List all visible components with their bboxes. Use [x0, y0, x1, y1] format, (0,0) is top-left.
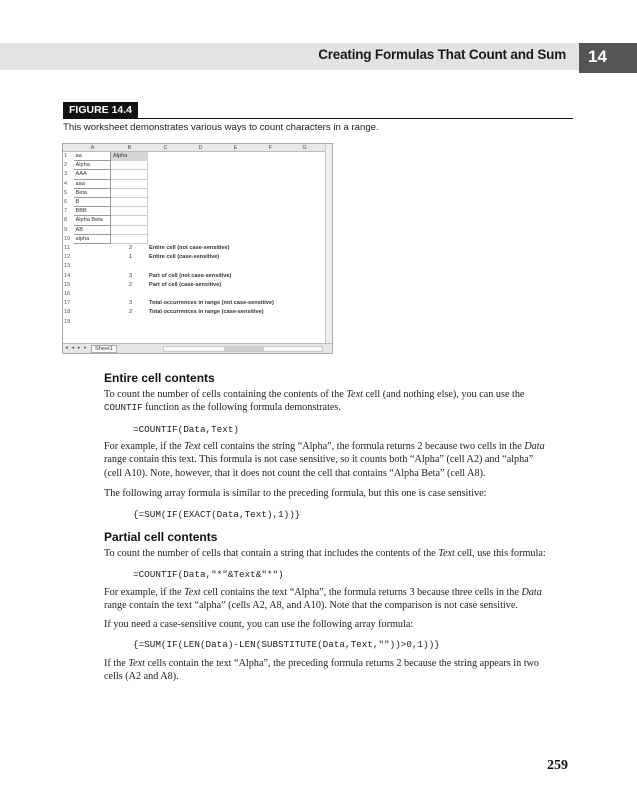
- chapter-number-tab: 14: [579, 43, 637, 73]
- formula-sum-exact: {=SUM(IF(EXACT(Data,Text),1))}: [133, 509, 301, 520]
- result-description: Entire cell (case-sensitive): [149, 254, 220, 261]
- figure-label: FIGURE 14.4: [63, 102, 138, 119]
- paragraph: To count the number of cells that contain a string that includes the contents of the Text cell, use this formula:: [104, 548, 546, 559]
- cell-b: [111, 226, 148, 235]
- vertical-scrollbar: [325, 144, 332, 353]
- row-number: 4: [64, 180, 68, 187]
- cell-a: Alpha Beta: [74, 216, 111, 225]
- paragraph: To count the number of cells containing the contents of the Text cell (and nothing else), you can use the COUNTIF function as the following formula demonstrates.: [104, 389, 525, 414]
- cell-a: aa: [74, 152, 111, 161]
- column-header-row: [63, 144, 332, 152]
- result-description: Entire cell (not case-sensitive): [149, 245, 230, 251]
- sheet-row: [63, 152, 332, 161]
- cell-b: [111, 180, 148, 189]
- section-heading-entire-cell: Entire cell contents: [104, 371, 215, 385]
- cell-a: Beta: [74, 189, 111, 198]
- paragraph: If you need a case-sensitive count, you can use the following array formula:: [104, 619, 414, 630]
- row-number: 11: [64, 245, 70, 251]
- result-value: 2: [129, 309, 133, 316]
- result-value: 3: [129, 272, 133, 279]
- sheet-row: [63, 216, 332, 225]
- figure-rule: [63, 118, 573, 119]
- cell-b: [111, 235, 148, 244]
- sheet-tab: Sheet1: [91, 345, 117, 353]
- sheet-row: [63, 161, 332, 170]
- cell-b: [111, 170, 148, 179]
- row-number: 9: [64, 226, 68, 233]
- cell-b: [111, 207, 148, 216]
- result-value: 2: [129, 245, 133, 251]
- sheet-row: [63, 198, 332, 207]
- result-description: Total occurrences in range (not case-sensitive): [149, 300, 274, 307]
- row-number: 8: [64, 217, 68, 224]
- cell-a: AB: [74, 226, 111, 235]
- paragraph: The following array formula is similar to the preceding formula, but this one is case sensitive:: [104, 488, 487, 499]
- column-header: B: [127, 145, 132, 151]
- cell-b: [111, 216, 148, 225]
- row-number: 17: [64, 300, 71, 307]
- result-value: 3: [129, 300, 133, 307]
- sheet-row: [63, 262, 332, 271]
- section-heading-partial-cell: Partial cell contents: [104, 530, 218, 544]
- cell-a: B: [74, 198, 111, 207]
- row-number: 3: [64, 171, 68, 178]
- paragraph: For example, if the Text cell contains the string “Alpha”, the formula returns 2 because two cells in the Data range contain this text. This formula is not case sensitive, so it counts both “Alpha” (cell A2) and “alpha” (cell A10). Note, however, that it does not count the cell that contains “Alpha Beta” (cell A8).: [104, 441, 545, 479]
- formula-countif-wildcard: =COUNTIF(Data,"*"&Text&"*"): [133, 569, 284, 580]
- cell-a: AAA: [74, 170, 111, 179]
- sheet-row: [63, 290, 332, 299]
- column-header: C: [163, 145, 168, 151]
- row-number: 7: [64, 208, 68, 215]
- sheet-row: [63, 226, 332, 235]
- sheet-row: [63, 253, 332, 262]
- spreadsheet-figure: [62, 143, 333, 354]
- cell-a: aaa: [74, 180, 111, 189]
- result-value: 2: [129, 281, 133, 288]
- result-description: Part of cell (not case-sensitive): [149, 272, 232, 279]
- formula-countif-exact: =COUNTIF(Data,Text): [133, 424, 240, 435]
- column-header: G: [302, 145, 307, 151]
- cell-a: BBB: [74, 207, 111, 216]
- sheet-tab-bar: [63, 343, 332, 353]
- row-number: 14: [64, 272, 71, 279]
- paragraph: For example, if the Text cell contains the text “Alpha”, the formula returns 3 because three cells in the Data range contain the text “alpha” (cells A2, A8, and A10). Note that the comparison is not case sensitive.: [104, 587, 542, 612]
- sheet-row: [63, 308, 332, 317]
- cell-a: alpha: [74, 235, 111, 244]
- page-number: 259: [547, 758, 568, 773]
- result-description: Total occurrences in range (case-sensitive): [149, 309, 264, 316]
- row-number: 16: [64, 291, 71, 297]
- cell-b: [111, 161, 148, 170]
- paragraph: If the Text cells contain the text “Alpha”, the preceding formula returns 2 because the string appears in two cells (A2 and A8).: [104, 658, 539, 683]
- sheet-row: [63, 235, 332, 244]
- row-number: 2: [64, 162, 68, 169]
- sheet-row: [63, 180, 332, 189]
- result-description: Part of cell (case-sensitive): [149, 281, 222, 288]
- sheet-row: [63, 318, 332, 327]
- column-header: F: [268, 145, 273, 151]
- row-number: 10: [64, 235, 71, 242]
- row-number: 6: [64, 199, 68, 205]
- cell-b1: Alpha: [111, 152, 148, 161]
- row-number: 1: [64, 153, 68, 159]
- sheet-row: [63, 272, 332, 281]
- row-number: 18: [64, 309, 71, 316]
- cell-b: [111, 198, 148, 207]
- cell-a: Alpha: [74, 161, 111, 170]
- result-value: 1: [129, 254, 133, 261]
- sheet-row: [63, 299, 332, 308]
- row-number: 19: [64, 318, 71, 325]
- sheet-nav-arrows: ◂ ◂ ▸ ▸: [65, 345, 88, 351]
- sheet-row: [63, 281, 332, 290]
- running-header-title: Creating Formulas That Count and Sum: [318, 47, 566, 62]
- figure-caption: This worksheet demonstrates various ways to count characters in a range.: [63, 122, 379, 133]
- sheet-row: [63, 189, 332, 198]
- sheet-row: [63, 170, 332, 179]
- column-header: A: [90, 145, 95, 151]
- row-number: 15: [64, 281, 71, 288]
- row-number: 12: [64, 254, 71, 261]
- sheet-row: [63, 244, 332, 253]
- sheet-row: [63, 207, 332, 216]
- column-header: E: [233, 145, 238, 151]
- column-header: D: [198, 145, 203, 151]
- row-number: 5: [64, 189, 68, 196]
- cell-b: [111, 189, 148, 198]
- formula-sum-substitute: {=SUM(IF(LEN(Data)-LEN(SUBSTITUTE(Data,Text,""))>0,1))}: [133, 639, 440, 650]
- row-number: 13: [64, 263, 71, 270]
- horizontal-scrollbar: [163, 346, 323, 352]
